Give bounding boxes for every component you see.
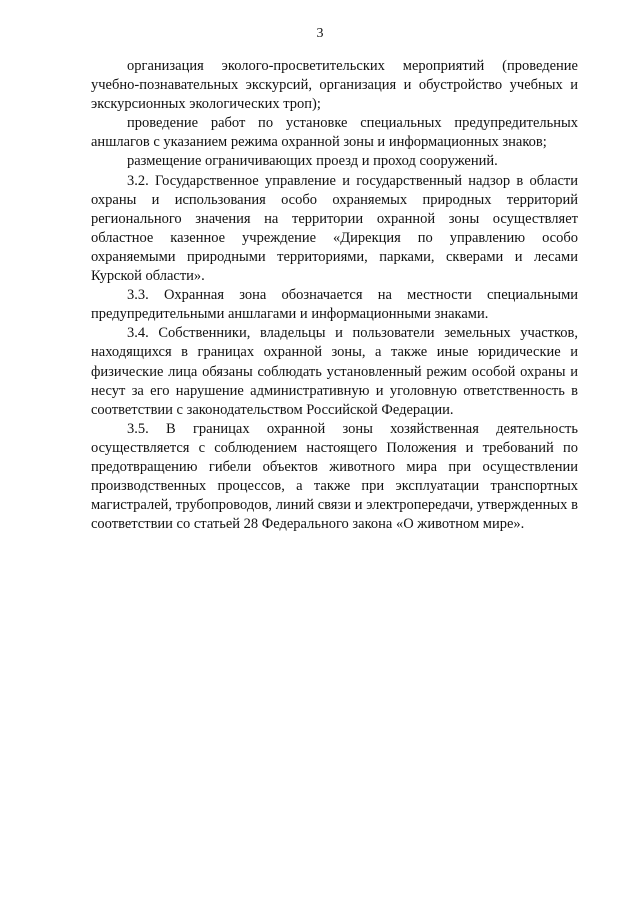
paragraph-section-3-4: 3.4. Собственники, владельцы и пользователи земельных участков, находящихся в границах охранной зоны, а также иные юридические и физические лица обязаны соблюдать установленный режим особой охраны и несут за его нарушение административную и уголовную ответственность в соответствии с законодательством Российской Федерации. [91, 325, 578, 418]
paragraph-warning-signs-installation: проведение работ по установке специальных предупредительных аншлагов с указанием режима охранной зоны и информационных знаков; [91, 115, 578, 151]
page-number: 3 [316, 26, 324, 41]
paragraph-restricting-structures: размещение ограничивающих проезд и проход сооружений. [127, 153, 498, 170]
paragraph-section-3-5: 3.5. В границах охранной зоны хозяйственная деятельность осуществляется с соблюдением настоящего Положения и требований по предотвращению гибели объектов животного мира при осуществлении производственных процессов, а также при эксплуатации транспортных магистралей, трубопроводов, линий связи и электропередачи, утвержденных в соответствии со статьей 28 Федерального закона «О животном мире». [91, 420, 578, 533]
paragraph-section-3-2: 3.2. Государственное управление и государственный надзор в области охраны и использования особо охраняемых природных территорий регионального значения на территории охранной зоны осуществляет областное казенное учреждение «Дирекция по управлению особо охраняемыми природными территориями, парками, скверами и лесами Курской области». [91, 172, 578, 285]
paragraph-eco-education-events: организация эколого-просветительских мероприятий (проведение учебно-познавательных экскурсий, организация и обустройство учебных и экскурсионных экологических троп); [91, 58, 578, 113]
document-body [91, 57, 578, 534]
paragraph-section-3-3: 3.3. Охранная зона обозначается на местности специальными предупредительными аншлагами и информационными знаками. [91, 287, 578, 323]
